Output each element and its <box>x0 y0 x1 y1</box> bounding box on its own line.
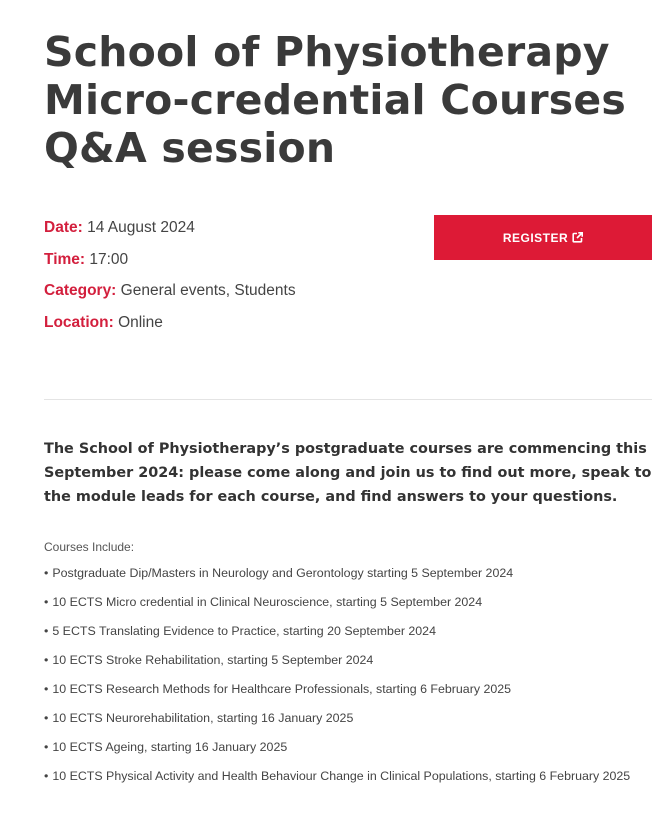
event-location-value: Online <box>118 313 163 331</box>
event-date-value: 14 August 2024 <box>87 219 195 236</box>
event-date <box>44 212 296 244</box>
event-time-label: Time: <box>44 250 86 268</box>
event-details <box>44 212 296 338</box>
event-meta <box>44 212 652 340</box>
register-button-label: REGISTER <box>502 230 569 245</box>
list-item: • 10 ECTS Stroke Rehabilitation, starting 5 September 2024 <box>44 653 374 667</box>
page-title-line-1: School of Physiotherapy <box>44 28 610 76</box>
page-title-line-3: Q&A session <box>44 124 336 172</box>
event-date-label: Date: <box>44 219 83 236</box>
event-time <box>44 244 296 276</box>
event-location-label: Location: <box>44 313 114 331</box>
list-item: • 10 ECTS Research Methods for Healthcare Professionals, starting 6 February 2025 <box>44 682 512 696</box>
event-intro: The School of Physiotherapy’s postgraduate courses are commencing this September 2024: please come along and join us to find out more, speak to the module leads for each course, and find answers to your questions. <box>44 441 652 505</box>
list-item: • Postgraduate Dip/Masters in Neurology and Gerontology starting 5 September 2024 <box>44 566 514 580</box>
courses-heading: Courses Include: <box>44 540 135 554</box>
event-category-value: General events, Students <box>120 282 296 299</box>
register-button[interactable] <box>434 215 652 260</box>
page-title-line-2: Micro-credential Courses <box>44 76 626 124</box>
page-title <box>44 28 652 172</box>
list-item: • 5 ECTS Translating Evidence to Practice, starting 20 September 2024 <box>44 624 436 638</box>
courses-list <box>44 567 652 799</box>
list-item: • 10 ECTS Neurorehabilitation, starting 16 January 2025 <box>44 711 354 725</box>
event-category <box>44 275 296 307</box>
list-item: • 10 ECTS Ageing, starting 16 January 2025 <box>44 740 288 754</box>
event-category-label: Category: <box>44 282 117 299</box>
list-item: • 10 ECTS Micro credential in Clinical Neuroscience, starting 5 September 2024 <box>44 595 483 609</box>
section-divider <box>44 399 652 400</box>
event-location <box>44 307 296 339</box>
list-item: • 10 ECTS Physical Activity and Health Behaviour Change in Clinical Populations, starting 6 February 2025 <box>44 769 631 783</box>
event-page <box>44 0 652 340</box>
external-link-icon <box>572 232 583 243</box>
event-time-value: 17:00 <box>89 250 129 268</box>
